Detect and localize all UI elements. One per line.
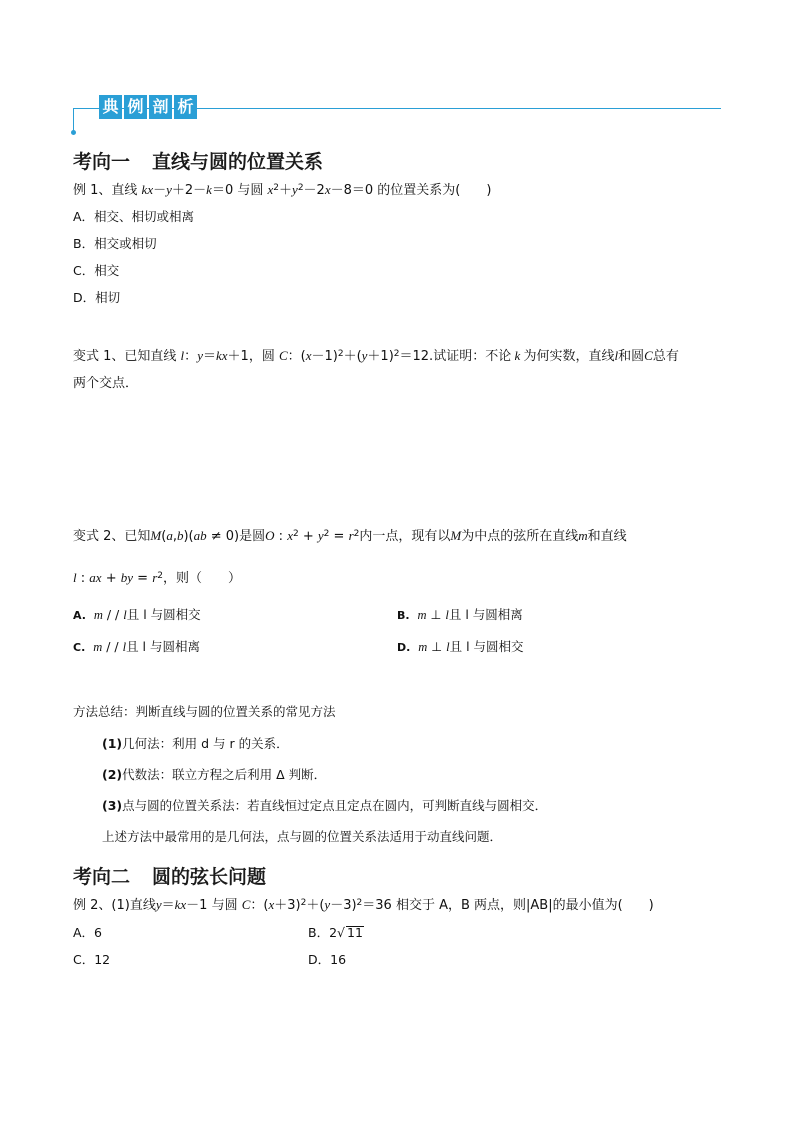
banner-tile: 例 <box>124 95 147 119</box>
banner-tile: 典 <box>99 95 122 119</box>
section-number: 考向一 <box>73 151 131 173</box>
banner-left-rule <box>73 108 74 132</box>
example-2-question: 例 2、(1)直线y＝kx－1 与圆 C：$(x+3)^2+(y-3)^2=36$ 相交于 A，B 两点，则|AB|的最小值为( ) <box>73 897 654 913</box>
variant-1-line2: 两个交点． <box>73 376 139 391</box>
method-item: (3)点与圆的位置关系法：若直线恒过定点且定点在圆内，可判断直线与圆相交． <box>102 798 548 813</box>
variant-1-question: 变式 1、已知直线 l：y＝kx＋1，圆 C：$(x-1)^2+(y+1)^2=12$.试证明：不论 k 为何实数，直线l和圆C总有 <box>73 348 679 364</box>
banner-dot <box>71 130 76 135</box>
variant-2-question: 变式 2、已知M(a,b)(ab ≠ 0)是圆O : $x^2 + y^2 = r^2$内一点，现有以M为中点的弦所在直线m和直线 <box>73 528 627 544</box>
banner-tile: 剖 <box>149 95 172 119</box>
option-a[interactable]: A．相交、相切或相离 <box>73 209 195 224</box>
radicand: 11 <box>347 925 363 940</box>
option-c[interactable]: C. m / / l且 l 与圆相离 <box>73 639 200 654</box>
method-summary: 上述方法中最常用的是几何法，点与圆的位置关系法适用于动直线问题． <box>102 829 503 844</box>
option-a[interactable]: A．6 <box>73 925 103 940</box>
option-b[interactable]: B．相交或相切 <box>73 236 157 251</box>
banner-title <box>99 95 197 119</box>
section-heading-1 <box>73 147 323 174</box>
section-title: 直线与圆的位置关系 <box>152 151 324 173</box>
option-b[interactable]: B．2√ 11 <box>308 925 363 940</box>
option-b[interactable]: B. m ⊥ l且 l 与圆相离 <box>397 607 523 622</box>
method-item: (1)几何法：利用 d 与 r 的关系． <box>102 736 289 751</box>
section-title: 圆的弦长问题 <box>152 866 267 888</box>
option-d[interactable]: D．相切 <box>73 290 121 305</box>
option-c[interactable]: C．12 <box>73 952 111 967</box>
variant-2-line2: l : ax + by = $r^2$，则（ ） <box>73 570 241 586</box>
example-1-question: 例 1、直线 kx－y＋2－k＝0 与圆 $x^2+y^2-2x-8=0$ 的位置关系为( ) <box>73 182 492 198</box>
line-equation: kx <box>141 182 154 197</box>
option-d[interactable]: D．16 <box>308 952 347 967</box>
section-number: 考向二 <box>73 866 131 888</box>
option-c[interactable]: C．相交 <box>73 263 120 278</box>
section-heading-2 <box>73 862 266 889</box>
method-item: (2)代数法：联立方程之后利用 Δ 判断． <box>102 767 327 782</box>
banner-tile: 析 <box>174 95 197 119</box>
method-title: 方法总结：判断直线与圆的位置关系的常见方法 <box>73 704 336 719</box>
option-a[interactable]: A. m / / l且 l 与圆相交 <box>73 607 201 622</box>
option-d[interactable]: D. m ⊥ l且 l 与圆相交 <box>397 639 524 654</box>
